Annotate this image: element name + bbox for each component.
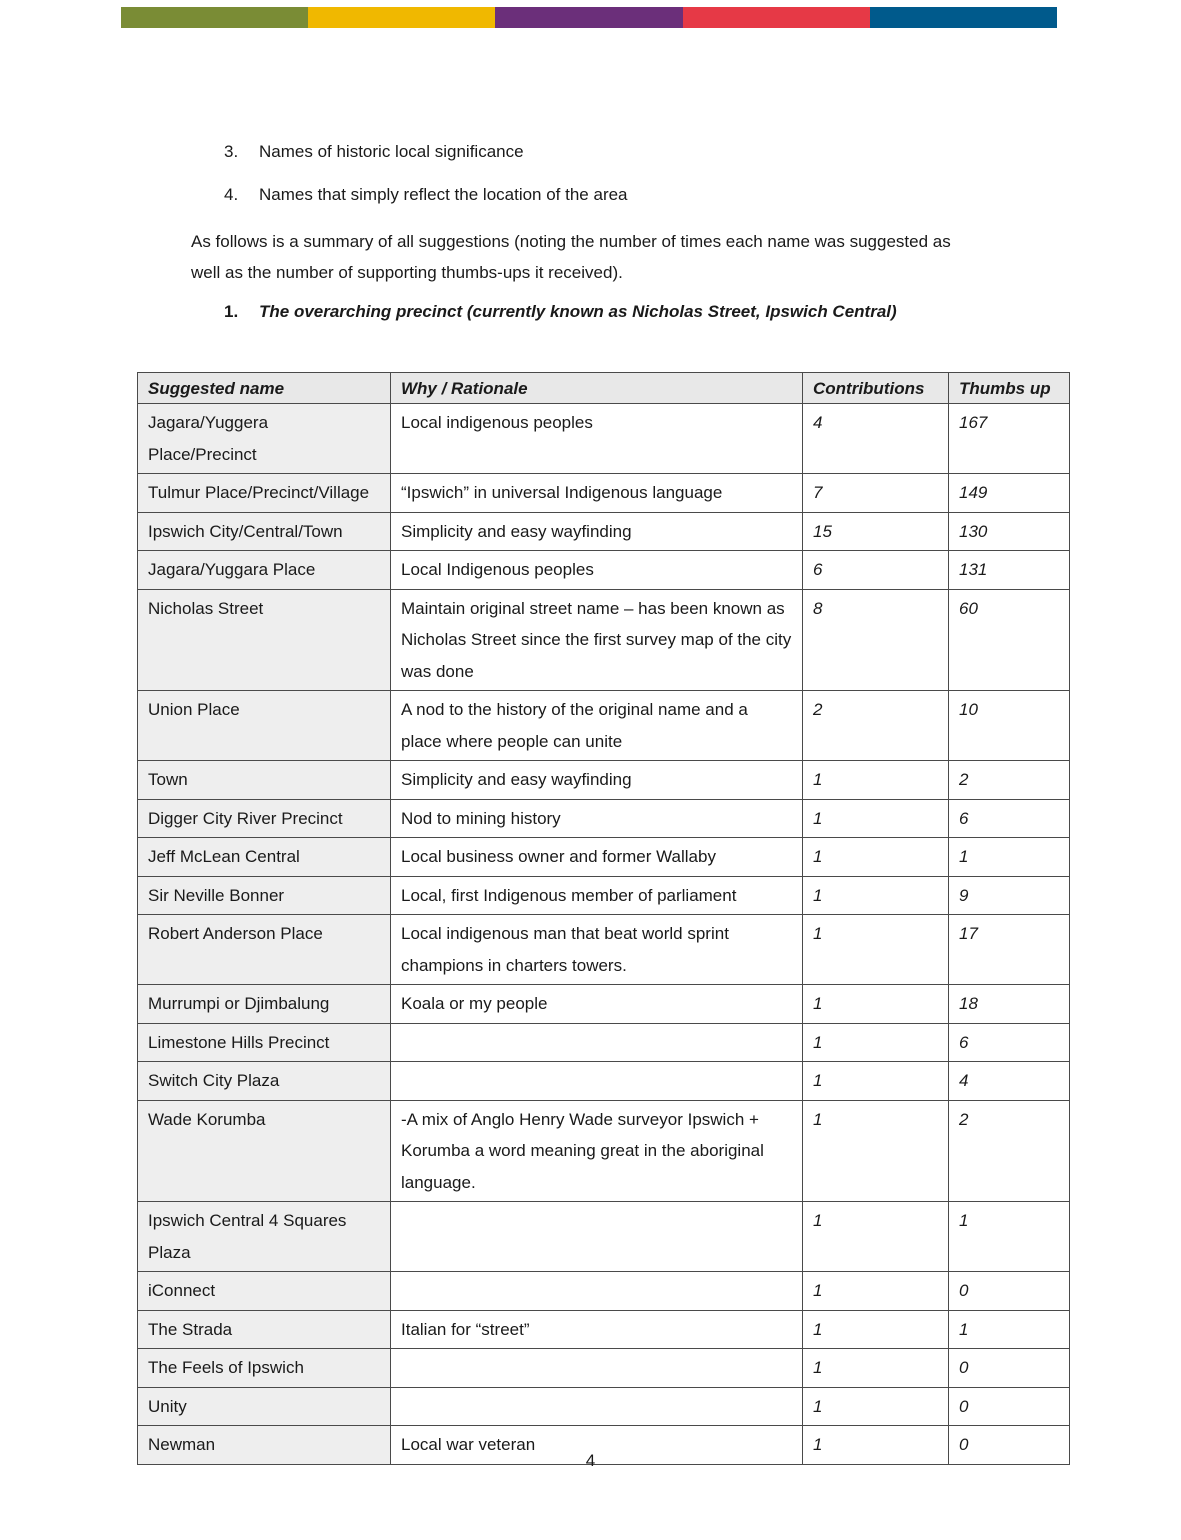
cell-thumbs-up: 18 [949,985,1070,1024]
section-heading [224,301,897,323]
cell-contributions: 1 [803,1387,949,1426]
cell-rationale: Local, first Indigenous member of parliament [391,876,803,915]
table-body [138,404,1070,1465]
cell-suggested-name: Sir Neville Bonner [138,876,391,915]
cell-rationale: -A mix of Anglo Henry Wade surveyor Ipswich + Korumba a word meaning great in the aboriginal language. [391,1100,803,1202]
cell-rationale [391,1023,803,1062]
cell-rationale: Local war veteran [391,1426,803,1465]
cell-rationale: A nod to the history of the original name and a place where people can unite [391,691,803,761]
cell-thumbs-up: 17 [949,915,1070,985]
color-segment-blue [870,7,1057,28]
table-header-row [138,373,1070,404]
list-item-text: Names that simply reflect the location of the area [259,185,628,204]
intro-paragraph: As follows is a summary of all suggestions (noting the number of times each name was suggested as well as the number of supporting thumbs-ups it received). [191,232,951,282]
cell-thumbs-up: 131 [949,551,1070,590]
cell-rationale: Local indigenous man that beat world sprint champions in charters towers. [391,915,803,985]
cell-contributions: 1 [803,1202,949,1272]
cell-rationale: Koala or my people [391,985,803,1024]
table-row [138,1310,1070,1349]
cell-thumbs-up: 60 [949,589,1070,691]
cell-suggested-name: The Strada [138,1310,391,1349]
cell-thumbs-up: 1 [949,838,1070,877]
cell-suggested-name: Wade Korumba [138,1100,391,1202]
cell-rationale: Local indigenous peoples [391,404,803,474]
cell-suggested-name: Nicholas Street [138,589,391,691]
cell-suggested-name: Murrumpi or Djimbalung [138,985,391,1024]
cell-contributions: 1 [803,761,949,800]
cell-contributions: 1 [803,985,949,1024]
cell-rationale: Simplicity and easy wayfinding [391,512,803,551]
color-segment-red [683,7,870,28]
cell-suggested-name: Ipswich Central 4 Squares Plaza [138,1202,391,1272]
table-row [138,799,1070,838]
cell-suggested-name: Ipswich City/Central/Town [138,512,391,551]
cell-suggested-name: The Feels of Ipswich [138,1349,391,1388]
cell-thumbs-up: 0 [949,1387,1070,1426]
table-row [138,1387,1070,1426]
cell-thumbs-up: 0 [949,1349,1070,1388]
table-row [138,761,1070,800]
cell-contributions: 1 [803,1062,949,1101]
cell-thumbs-up: 6 [949,799,1070,838]
table-row [138,404,1070,474]
cell-contributions: 4 [803,404,949,474]
cell-contributions: 6 [803,551,949,590]
cell-rationale: “Ipswich” in universal Indigenous language [391,474,803,513]
list-item-number: 4. [224,185,239,204]
cell-thumbs-up: 1 [949,1202,1070,1272]
table-row [138,1023,1070,1062]
cell-contributions: 1 [803,799,949,838]
cell-suggested-name: Unity [138,1387,391,1426]
cell-rationale: Nod to mining history [391,799,803,838]
cell-contributions: 1 [803,1272,949,1311]
cell-rationale: Italian for “street” [391,1310,803,1349]
cell-suggested-name: Jagara/Yuggera Place/Precinct [138,404,391,474]
table-row [138,838,1070,877]
list-item [224,184,628,206]
cell-contributions: 7 [803,474,949,513]
list-item [224,141,524,163]
cell-contributions: 1 [803,1310,949,1349]
table-row [138,915,1070,985]
cell-contributions: 15 [803,512,949,551]
table-row [138,1100,1070,1202]
cell-suggested-name: Limestone Hills Precinct [138,1023,391,1062]
cell-rationale [391,1202,803,1272]
table-row [138,876,1070,915]
cell-rationale [391,1387,803,1426]
cell-contributions: 1 [803,1349,949,1388]
suggestions-table [137,372,1070,1465]
cell-thumbs-up: 2 [949,1100,1070,1202]
cell-rationale: Local Indigenous peoples [391,551,803,590]
header-color-bar [121,7,1057,28]
page-number: 4 [585,1451,596,1470]
list-item-number: 3. [224,142,239,161]
cell-rationale [391,1349,803,1388]
cell-rationale: Maintain original street name – has been known as Nicholas Street since the first survey map of the city was done [391,589,803,691]
header-contributions: Contributions [803,373,949,404]
cell-suggested-name: Digger City River Precinct [138,799,391,838]
header-thumbs-up: Thumbs up [949,373,1070,404]
cell-suggested-name: Robert Anderson Place [138,915,391,985]
cell-contributions: 1 [803,838,949,877]
table-row [138,691,1070,761]
cell-suggested-name: Union Place [138,691,391,761]
header-why-rationale: Why / Rationale [391,373,803,404]
color-segment-purple [495,7,682,28]
cell-contributions: 1 [803,915,949,985]
cell-suggested-name: Jagara/Yuggara Place [138,551,391,590]
cell-contributions: 1 [803,1426,949,1465]
cell-thumbs-up: 6 [949,1023,1070,1062]
table-row [138,589,1070,691]
section-heading-number: 1. [224,302,239,321]
table-row [138,1272,1070,1311]
cell-suggested-name: Jeff McLean Central [138,838,391,877]
cell-rationale: Simplicity and easy wayfinding [391,761,803,800]
cell-thumbs-up: 2 [949,761,1070,800]
table-row [138,1349,1070,1388]
cell-thumbs-up: 9 [949,876,1070,915]
cell-thumbs-up: 0 [949,1272,1070,1311]
cell-thumbs-up: 0 [949,1426,1070,1465]
cell-suggested-name: Newman [138,1426,391,1465]
cell-contributions: 1 [803,1100,949,1202]
cell-contributions: 1 [803,876,949,915]
cell-rationale [391,1272,803,1311]
table-row [138,1202,1070,1272]
list-item-text: Names of historic local significance [259,142,524,161]
cell-contributions: 8 [803,589,949,691]
cell-contributions: 2 [803,691,949,761]
header-suggested-name: Suggested name [138,373,391,404]
cell-thumbs-up: 149 [949,474,1070,513]
color-segment-green [121,7,308,28]
cell-rationale: Local business owner and former Wallaby [391,838,803,877]
color-segment-yellow [308,7,495,28]
section-heading-text: The overarching precinct (currently known as Nicholas Street, Ipswich Central) [259,302,897,321]
cell-suggested-name: iConnect [138,1272,391,1311]
table-row [138,985,1070,1024]
table-row [138,474,1070,513]
cell-thumbs-up: 10 [949,691,1070,761]
table-row [138,1062,1070,1101]
table-row [138,512,1070,551]
cell-thumbs-up: 167 [949,404,1070,474]
cell-contributions: 1 [803,1023,949,1062]
cell-suggested-name: Switch City Plaza [138,1062,391,1101]
table-row [138,551,1070,590]
cell-thumbs-up: 4 [949,1062,1070,1101]
cell-thumbs-up: 1 [949,1310,1070,1349]
cell-thumbs-up: 130 [949,512,1070,551]
cell-rationale [391,1062,803,1101]
cell-suggested-name: Town [138,761,391,800]
cell-suggested-name: Tulmur Place/Precinct/Village [138,474,391,513]
